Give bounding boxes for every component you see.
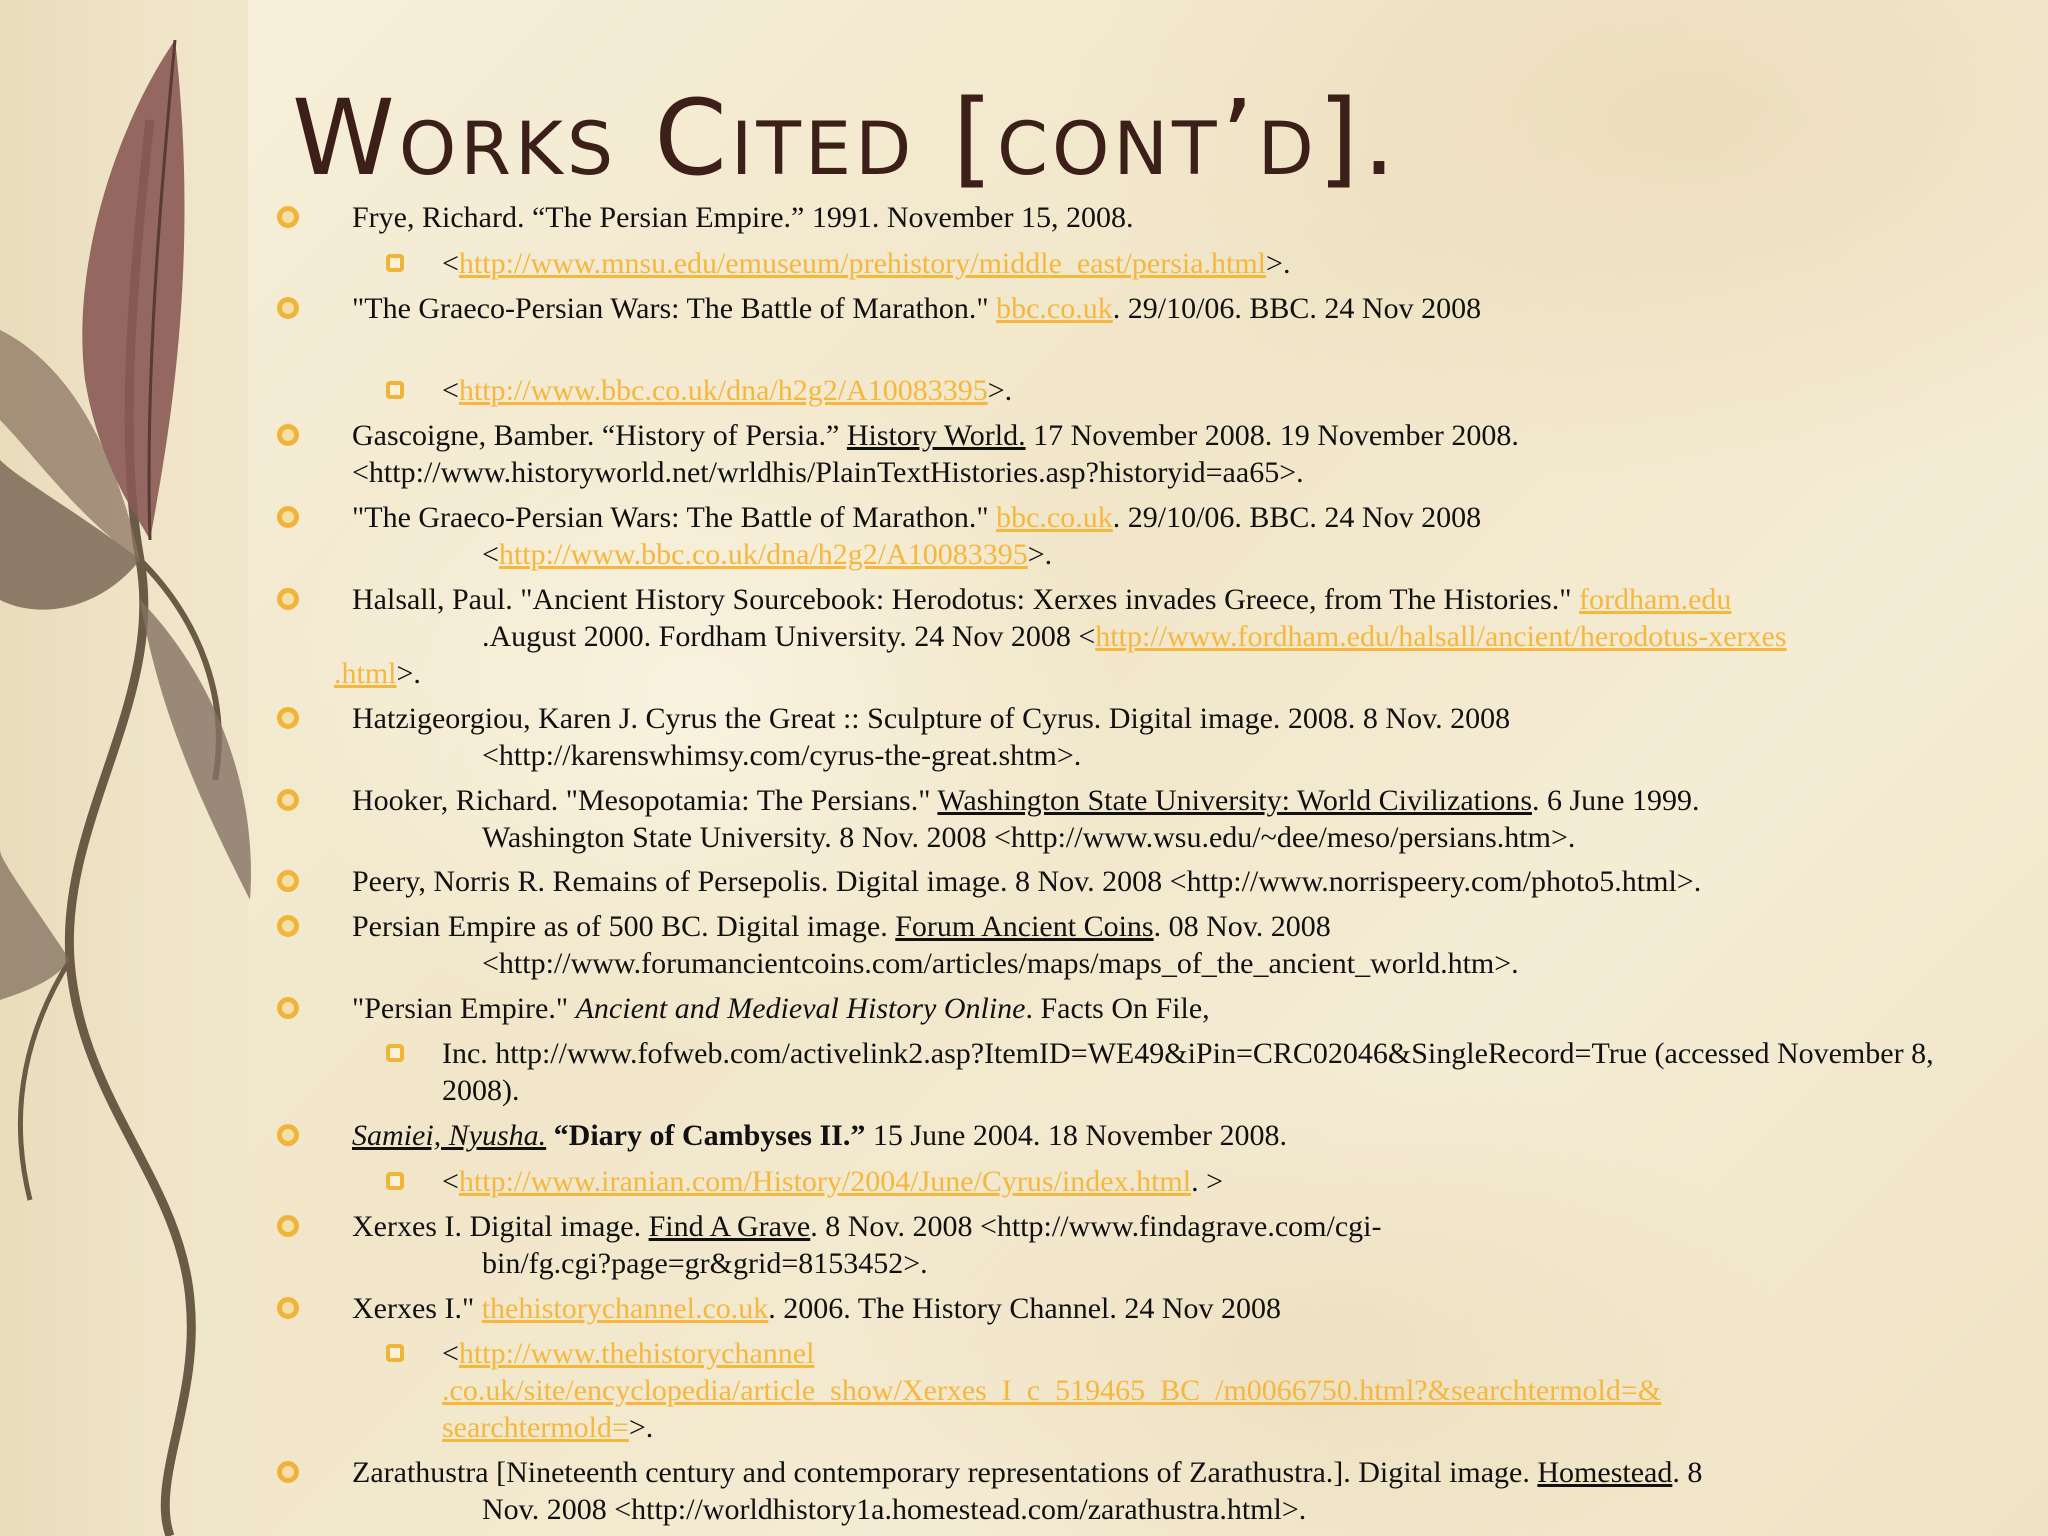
citation-link[interactable]: searchtermold=	[442, 1411, 629, 1444]
citation-link[interactable]: http://www.fordham.edu/halsall/ancient/herodotus-xerxes	[1095, 620, 1787, 653]
ring-bullet-icon	[276, 505, 300, 529]
citation-link[interactable]: bbc.co.uk	[996, 501, 1113, 534]
citation-text: Zarathustra [Nineteenth century and contemporary representations of Zarathustra.]. Digital image.	[352, 1456, 1538, 1489]
citation-text: <	[442, 1165, 459, 1198]
square-bullet-icon	[385, 380, 405, 400]
ring-bullet-icon	[276, 996, 300, 1020]
citation-text: . >	[1191, 1165, 1224, 1198]
citation-text: >.	[987, 374, 1013, 407]
citation-text: Xerxes I."	[352, 1292, 482, 1325]
citation-source: Ancient and Medieval History Online	[575, 992, 1026, 1025]
citation-author: Samiei, Nyusha.	[352, 1119, 547, 1152]
square-bullet-icon	[385, 253, 405, 273]
citation-text: . Facts On File,	[1025, 992, 1210, 1025]
citation-item	[352, 290, 1972, 327]
citation-text: 15 June 2004. 18 November 2008.	[865, 1119, 1287, 1152]
ring-bullet-icon	[276, 205, 300, 229]
slide-title: Works Cited [cont’d].	[292, 77, 1400, 199]
square-bullet-icon	[385, 1343, 405, 1363]
ring-bullet-icon	[276, 296, 300, 320]
citation-text: Hooker, Richard. "Mesopotamia: The Persians."	[352, 784, 938, 817]
citation-item	[352, 908, 1972, 982]
citation-link[interactable]: thehistorychannel.co.uk	[481, 1292, 769, 1325]
citation-text: Xerxes I. Digital image.	[352, 1210, 649, 1243]
citation-text: "The Graeco-Persian Wars: The Battle of Marathon."	[352, 292, 997, 325]
citation-subitem	[442, 1335, 1982, 1446]
ring-bullet-icon	[276, 587, 300, 611]
citation-link[interactable]: fordham.edu	[1578, 583, 1732, 616]
citation-subitem	[442, 1163, 1982, 1200]
ring-bullet-icon	[276, 706, 300, 730]
citation-link[interactable]: http://www.iranian.com/History/2004/June/Cyrus/index.html	[458, 1165, 1192, 1198]
citation-text: . 8 Nov. 2008 <http://www.findagrave.com/cgi-	[810, 1210, 1382, 1243]
citation-text: . 8	[1672, 1456, 1703, 1489]
citation-text: >.	[1027, 538, 1053, 571]
citation-item	[352, 990, 1972, 1027]
citation-item	[352, 417, 1972, 491]
citation-text: <http://www.forumancientcoins.com/articles/maps/maps_of_the_ancient_world.htm>.	[482, 947, 1519, 980]
citation-item	[352, 700, 1972, 774]
citation-title: “Diary of Cambyses II.”	[546, 1119, 866, 1152]
ring-bullet-icon	[276, 423, 300, 447]
citation-text: .August 2000. Fordham University. 24 Nov 2008 <	[482, 620, 1096, 653]
citation-item	[352, 1117, 1972, 1154]
citation-link[interactable]: .co.uk/site/encyclopedia/article_show/Xerxes_I_c_519465_BC_/m0066750.html?&searchtermold=&	[442, 1374, 1662, 1407]
citation-text: Persian Empire as of 500 BC. Digital image.	[352, 910, 896, 943]
citation-text: <	[442, 247, 459, 280]
citation-text: >.	[1266, 247, 1291, 280]
citation-text: Peery, Norris R. Remains of Persepolis. Digital image. 8 Nov. 2008 <http://www.norrispeery.com/photo5.html>.	[352, 865, 1702, 898]
citation-source: Homestead	[1537, 1456, 1673, 1489]
citation-link[interactable]: http://www.mnsu.edu/emuseum/prehistory/middle_east/persia.html	[458, 247, 1267, 280]
citation-source: Washington State University: World Civilizations	[937, 784, 1532, 817]
ring-bullet-icon	[276, 788, 300, 812]
ring-bullet-icon	[276, 914, 300, 938]
citation-link[interactable]: bbc.co.uk	[996, 292, 1113, 325]
ring-bullet-icon	[276, 1123, 300, 1147]
citation-text: Nov. 2008 <http://worldhistory1a.homestead.com/zarathustra.html>.	[482, 1493, 1307, 1526]
citation-text: "The Graeco-Persian Wars: The Battle of Marathon."	[352, 501, 997, 534]
ring-bullet-icon	[276, 1460, 300, 1484]
citation-text: <	[482, 538, 499, 571]
citation-subitem	[442, 372, 1982, 409]
citation-subitem	[442, 1035, 1982, 1109]
citation-item	[352, 1290, 1972, 1327]
citation-text: . 2006. The History Channel. 24 Nov 2008	[768, 1292, 1282, 1325]
citation-link[interactable]: .html	[334, 657, 397, 690]
citation-text: >.	[628, 1411, 654, 1444]
citation-item	[352, 782, 1972, 856]
citation-text: "Persian Empire."	[352, 992, 576, 1025]
citation-subitem	[442, 245, 1982, 282]
citation-text: <http://www.historyworld.net/wrldhis/PlainTextHistories.asp?historyid=aa65>.	[352, 456, 1304, 489]
citation-source: Forum Ancient Coins	[895, 910, 1154, 943]
ring-bullet-icon	[276, 869, 300, 893]
square-bullet-icon	[385, 1171, 405, 1191]
citation-link[interactable]: http://www.bbc.co.uk/dna/h2g2/A10083395	[458, 374, 988, 407]
ring-bullet-icon	[276, 1214, 300, 1238]
citation-text: <http://karenswhimsy.com/cyrus-the-great.shtm>.	[482, 739, 1082, 772]
citation-link[interactable]: http://www.thehistorychannel	[458, 1337, 815, 1370]
citation-text: . 29/10/06. BBC. 24 Nov 2008	[1112, 292, 1482, 325]
citation-text: 17 November 2008. 19 November 2008.	[1025, 419, 1519, 452]
citation-text: Halsall, Paul. "Ancient History Sourcebook: Herodotus: Xerxes invades Greece, from The Histories."	[352, 583, 1579, 616]
citation-text: . 29/10/06. BBC. 24 Nov 2008	[1112, 501, 1482, 534]
citation-text: Inc. http://www.fofweb.com/activelink2.asp?ItemID=WE49&iPin=CRC02046&SingleRecord=True (accessed November 8, 2008).	[442, 1037, 1934, 1107]
citation-text: Gascoigne, Bamber. “History of Persia.”	[352, 419, 847, 452]
citation-item	[352, 863, 1972, 900]
citation-item	[352, 499, 1972, 573]
citation-item	[352, 1208, 1972, 1282]
citation-item	[352, 1454, 1972, 1528]
citation-text: . 6 June 1999.	[1532, 784, 1700, 817]
citation-link[interactable]: http://www.bbc.co.uk/dna/h2g2/A10083395	[498, 538, 1028, 571]
citation-text: Washington State University. 8 Nov. 2008 <http://www.wsu.edu/~dee/meso/persians.htm>.	[482, 821, 1576, 854]
citation-source: History World.	[846, 419, 1026, 452]
citation-text: . 08 Nov. 2008	[1153, 910, 1331, 943]
square-bullet-icon	[385, 1043, 405, 1063]
citation-item	[334, 581, 1972, 692]
ring-bullet-icon	[276, 1296, 300, 1320]
citation-text: >.	[396, 657, 421, 690]
citation-item	[352, 199, 1972, 236]
citation-text: bin/fg.cgi?page=gr&grid=8153452>.	[482, 1247, 928, 1280]
citation-source: Find A Grave	[648, 1210, 811, 1243]
citation-text: <	[442, 374, 459, 407]
citation-text: <	[442, 1337, 459, 1370]
citation-text: Hatzigeorgiou, Karen J. Cyrus the Great :: Sculpture of Cyrus. Digital image. 2008. 8 Nov. 2008	[352, 702, 1511, 735]
citation-text: Frye, Richard. “The Persian Empire.” 1991. November 15, 2008.	[352, 201, 1134, 234]
